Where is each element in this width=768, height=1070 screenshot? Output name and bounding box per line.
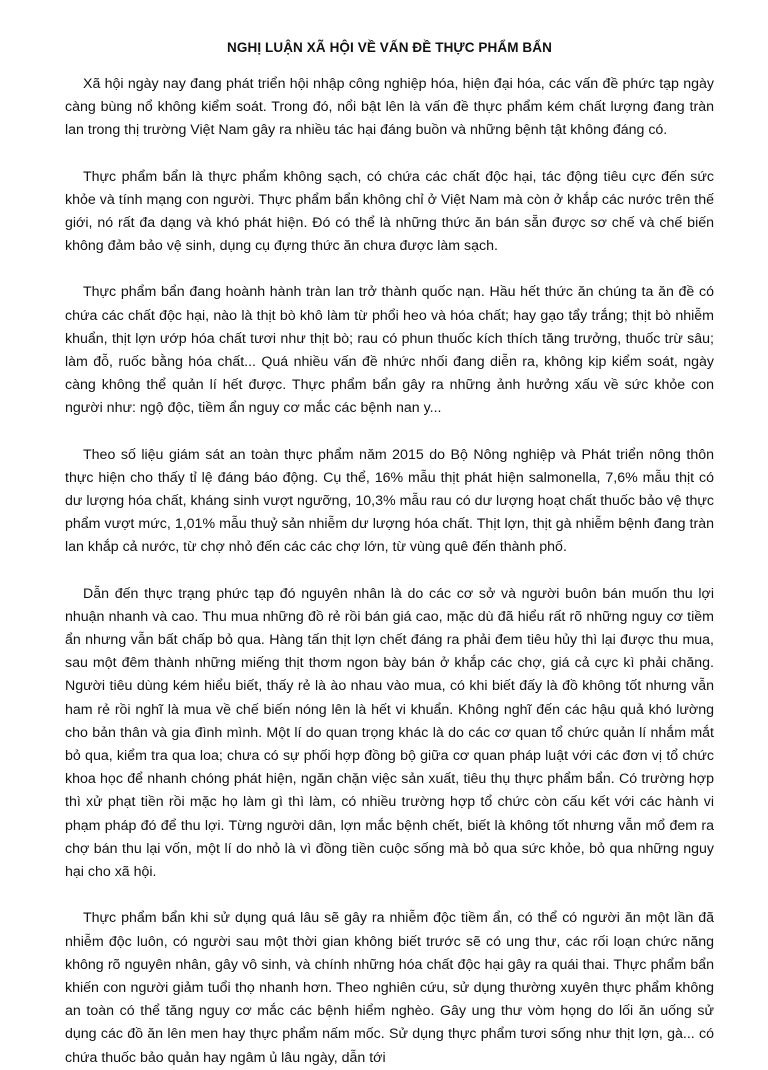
paragraph-consequences: Thực phẩm bẩn khi sử dụng quá lâu sẽ gây ra nhiễm độc tiềm ẩn, có thể có người ăn một lần đã nhiễm độc luôn, có người sau một thời gian không biết trước sẽ có ung thư, các rối loạn chức năng không rõ nguyên nhân, gây vô sinh, và chính những hóa chất độc hại gây ra quái thai. Thực phẩm bẩn khiến con người giảm tuổi thọ nhanh hơn. Theo nghiên cứu, sử dụng thường xuyên thực phẩm không an toàn có thể tăng nguy cơ mắc các bệnh hiểm nghèo. Gây ung thư vòm họng do lối ăn uống sử dụng các đồ ăn lên men hay thực phẩm nấm mốc. Sử dụng thực phẩm tươi sống như thịt lợn, gà... có chứa thuốc bảo quản hay ngâm ủ lâu ngày, dẫn tới	[65, 910, 714, 1066]
paragraph-intro: Xã hội ngày nay đang phát triển hội nhập công nghiệp hóa, hiện đại hóa, các vấn đề phức tạp ngày càng bùng nổ không kiểm soát. Trong đó, nổi bật lên là vấn đề thực phẩm kém chất lượng đang tràn lan trong thị trường Việt Nam gây ra nhiều tác hại đáng buồn và những bệnh tật không đáng có.	[65, 76, 714, 139]
paragraph-causes: Dẫn đến thực trạng phức tạp đó nguyên nhân là do các cơ sở và người buôn bán muốn thu lợi nhuận nhanh và cao. Thu mua những đồ rẻ rồi bán giá cao, mặc dù đã hiểu rất rõ những nguy cơ tiềm ẩn nhưng vẫn bất chấp bỏ qua. Hàng tấn thịt lợn chết đáng ra phải đem tiêu hủy thì lại được thu mua, sau một đêm thành những miếng thịt thơm ngon bày bán ở khắp các chợ, giá cả cực kì phải chăng. Người tiêu dùng kém hiểu biết, thấy rẻ là ào nhau vào mua, có khi biết đấy là đồ không tốt nhưng vẫn ham rẻ rồi nghĩ là mua về chế biến nóng lên là hết vi khuẩn. Không nghĩ đến các hậu quả khó lường cho bản thân và gia đình mình. Một lí do quan trọng khác là do các cơ quan tổ chức quản lí nhắm mắt bỏ qua, kiểm tra qua loa; chưa có sự phối hợp đồng bộ giữa cơ quan pháp luật với các đơn vị tổ chức khoa học để nhanh chóng phát hiện, ngăn chặn việc sản xuất, tiêu thụ thực phẩm bẩn. Có trường hợp thì xử phạt tiền rồi mặc họ làm gì thì làm, có nhiều trường hợp tổ chức còn cấu kết với các hành vi phạm pháp đó để thu lợi. Từng người dân, lợn mắc bệnh chết, biết là không tốt nhưng vẫn mổ đem ra chợ bán thu lại vốn, một lí do nhỏ là vì đồng tiền cuộc sống mà bỏ qua sức khỏe, bỏ qua những nguy hại cho xã hội.	[65, 585, 714, 881]
paragraph-statistics: Theo số liệu giám sát an toàn thực phẩm năm 2015 do Bộ Nông nghiệp và Phát triển nông thôn thực hiện cho thấy tỉ lệ đáng báo động. Cụ thể, 16% mẫu thịt phát hiện salmonella, 7,6% mẫu thịt có dư lượng hóa chất, kháng sinh vượt ngưỡng, 10,3% mẫu rau có dư lượng hoạt chất thuốc bảo vệ thực phẩm vượt mức, 1,01% mẫu thuỷ sản nhiễm dư lượng hóa chất. Thịt lợn, thịt gà nhiễm bệnh đang tràn lan khắp cả nước, từ chợ nhỏ đến các các chợ lớn, từ vùng quê đến thành phố.	[65, 446, 714, 556]
paragraph-situation: Thực phẩm bẩn đang hoành hành tràn lan trở thành quốc nạn. Hầu hết thức ăn chúng ta ăn đề có chứa các chất độc hại, nào là thịt bò khô làm từ phổi heo và hóa chất; hay gạo tẩy trắng; thịt bò nhiễm khuẩn, thịt lợn ướp hóa chất tươi như thịt bò; rau có phun thuốc kích thích tăng trưởng, thuốc trừ sâu; làm đỗ, ruốc bằng hóa chất... Quá nhiều vấn đề nhức nhối đang diễn ra, không kịp kiểm soát, ngày càng không thể quản lí hết được. Thực phẩm bẩn gây ra những ảnh hưởng xấu về sức khỏe con người như: ngộ độc, tiềm ẩn nguy cơ mắc các bệnh nan y...	[65, 284, 714, 417]
document-title: NGHỊ LUẬN XÃ HỘI VỀ VẤN ĐỀ THỰC PHẨM BẨN	[227, 40, 552, 55]
paragraph-definition: Thực phẩm bẩn là thực phẩm không sạch, có chứa các chất độc hại, tác động tiêu cực đến sức khỏe và tính mạng con người. Thực phẩm bẩn không chỉ ở Việt Nam mà còn ở khắp các nước trên thế giới, nó rất đa dạng và khó phát hiện. Đó có thể là những thức ăn bán sẵn được sơ chế và chế biến không đảm bảo vệ sinh, dụng cụ đựng thức ăn chưa được làm sạch.	[65, 168, 714, 255]
